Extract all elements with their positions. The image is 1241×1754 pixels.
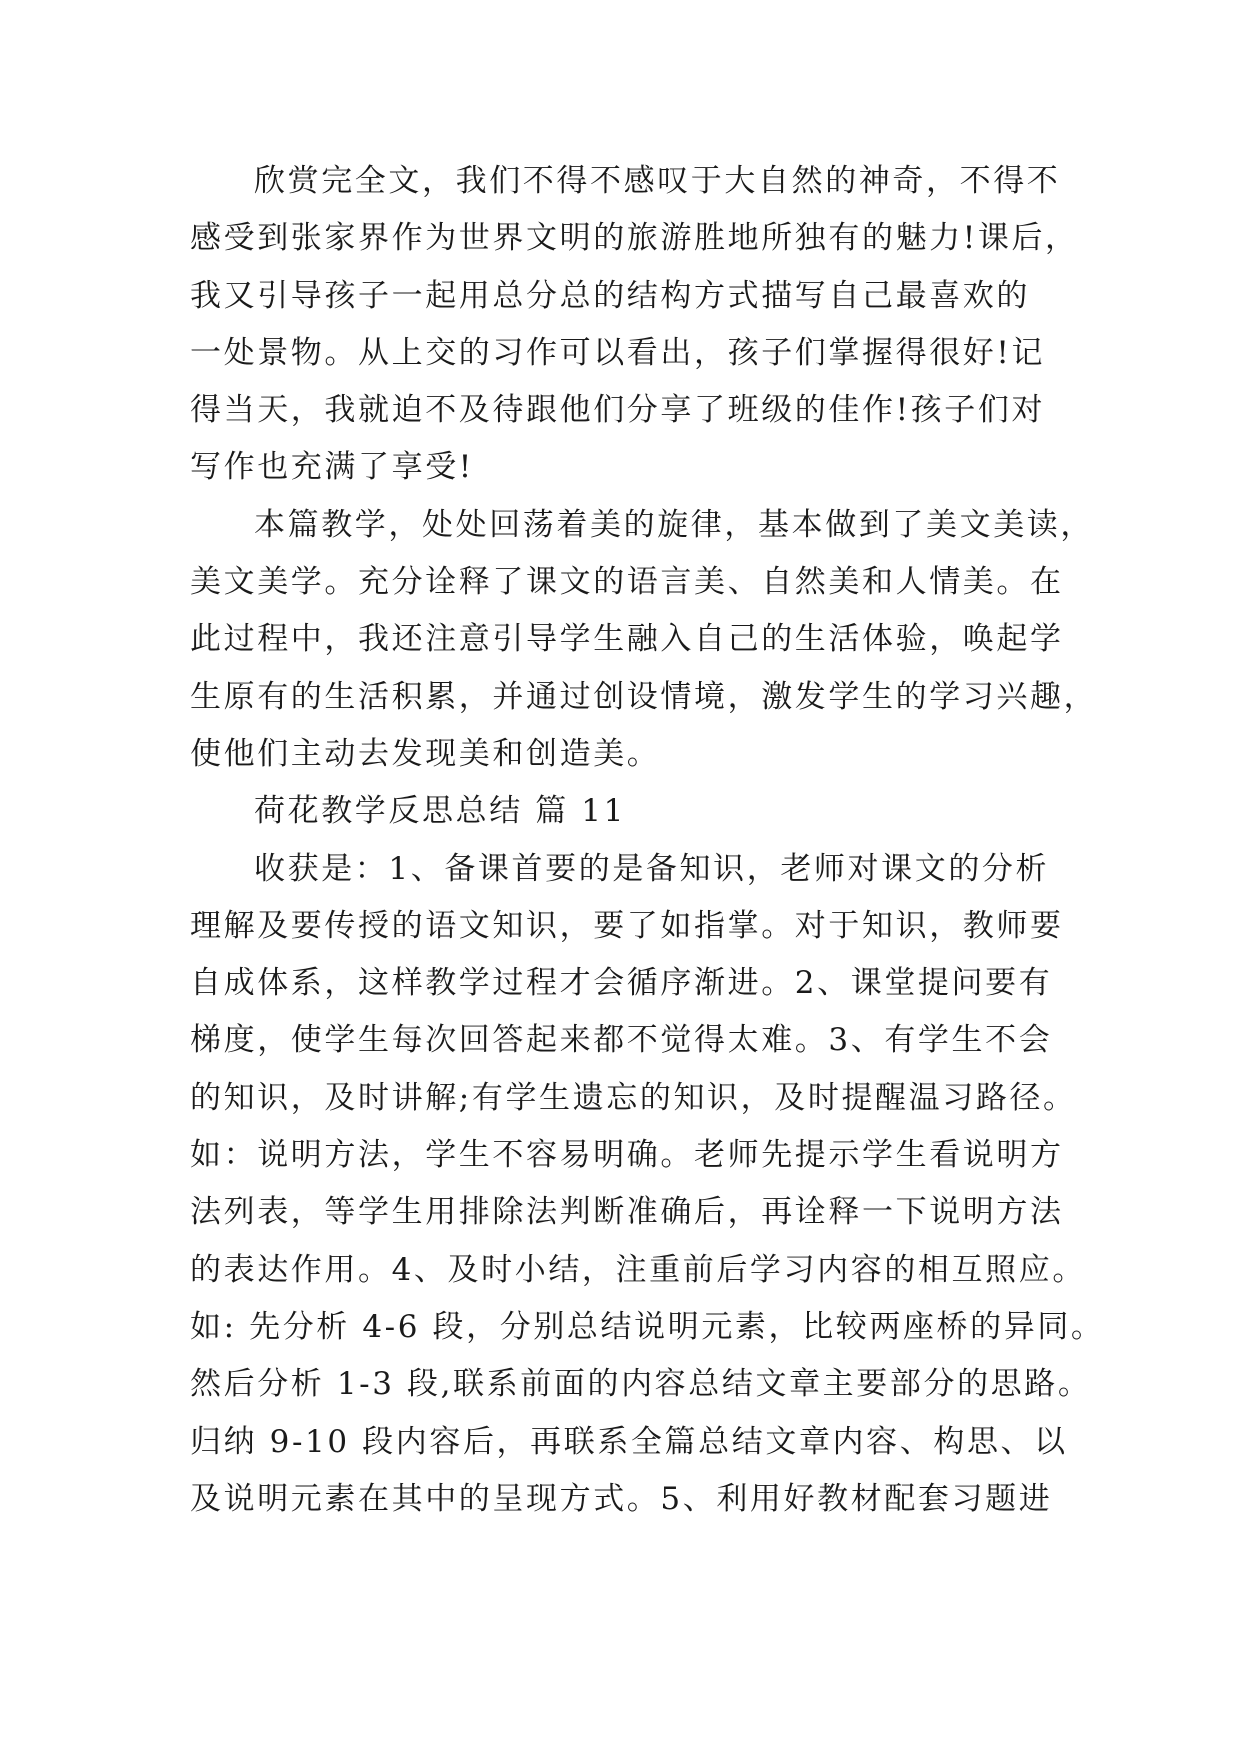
text-line: 如: 先分析 4-6 段，分别总结说明元素，比较两座桥的异同。 bbox=[190, 1308, 1105, 1345]
text-line: 本篇教学，处处回荡着美的旋律，基本做到了美文美读， bbox=[254, 506, 1094, 543]
text-line: 欣赏完全文，我们不得不感叹于大自然的神奇，不得不 bbox=[254, 163, 1061, 199]
text-line: 使他们主动去发现美和创造美。 bbox=[190, 735, 661, 772]
text-line: 如：说明方法，学生不容易明确。老师先提示学生看说明方 bbox=[190, 1137, 1064, 1174]
text-line: 的表达作用。4、及时小结，注重前后学习内容的相互照应。 bbox=[190, 1251, 1086, 1288]
text-line: 理解及要传授的语文知识，要了如指掌。对于知识，教师要 bbox=[190, 907, 1064, 944]
text-line: 生原有的生活积累，并通过创设情境，激发学生的学习兴趣， bbox=[190, 678, 1098, 715]
text-line: 自成体系，这样教学过程才会循序渐进。2、课堂提问要有 bbox=[190, 965, 1053, 1002]
text-line: 感受到张家界作为世界文明的旅游胜地所独有的魅力!课后， bbox=[190, 220, 1079, 257]
text-line: 法列表，等学生用排除法判断准确后，再诠释一下说明方法 bbox=[190, 1194, 1064, 1231]
text-line: 写作也充满了享受! bbox=[190, 449, 474, 486]
text-line: 此过程中，我还注意引导学生融入自己的生活体验，唤起学 bbox=[190, 621, 1064, 658]
section-heading: 荷花教学反思总结 篇 11 bbox=[254, 793, 626, 830]
text-line: 得当天，我就迫不及待跟他们分享了班级的佳作!孩子们对 bbox=[190, 392, 1046, 429]
text-line: 收获是：1、备课首要的是备知识，老师对课文的分析 bbox=[254, 850, 1050, 887]
text-line: 一处景物。从上交的习作可以看出，孩子们掌握得很好!记 bbox=[190, 334, 1046, 371]
text-line: 美文美学。充分诠释了课文的语言美、自然美和人情美。在 bbox=[190, 564, 1064, 601]
document-body bbox=[190, 153, 1105, 1528]
text-line: 归纳 9-10 段内容后，再联系全篇总结文章内容、构思、以 bbox=[190, 1423, 1068, 1460]
text-line: 及说明元素在其中的呈现方式。5、利用好教材配套习题进 bbox=[190, 1480, 1053, 1517]
text-line: 梯度，使学生每次回答起来都不觉得太难。3、有学生不会 bbox=[190, 1022, 1053, 1059]
text-line: 我又引导孩子一起用总分总的结构方式描写自己最喜欢的 bbox=[190, 277, 1030, 314]
text-line: 然后分析 1-3 段,联系前面的内容总结文章主要部分的思路。 bbox=[190, 1366, 1092, 1403]
text-line: 的知识，及时讲解;有学生遗忘的知识，及时提醒温习路径。 bbox=[190, 1079, 1077, 1116]
